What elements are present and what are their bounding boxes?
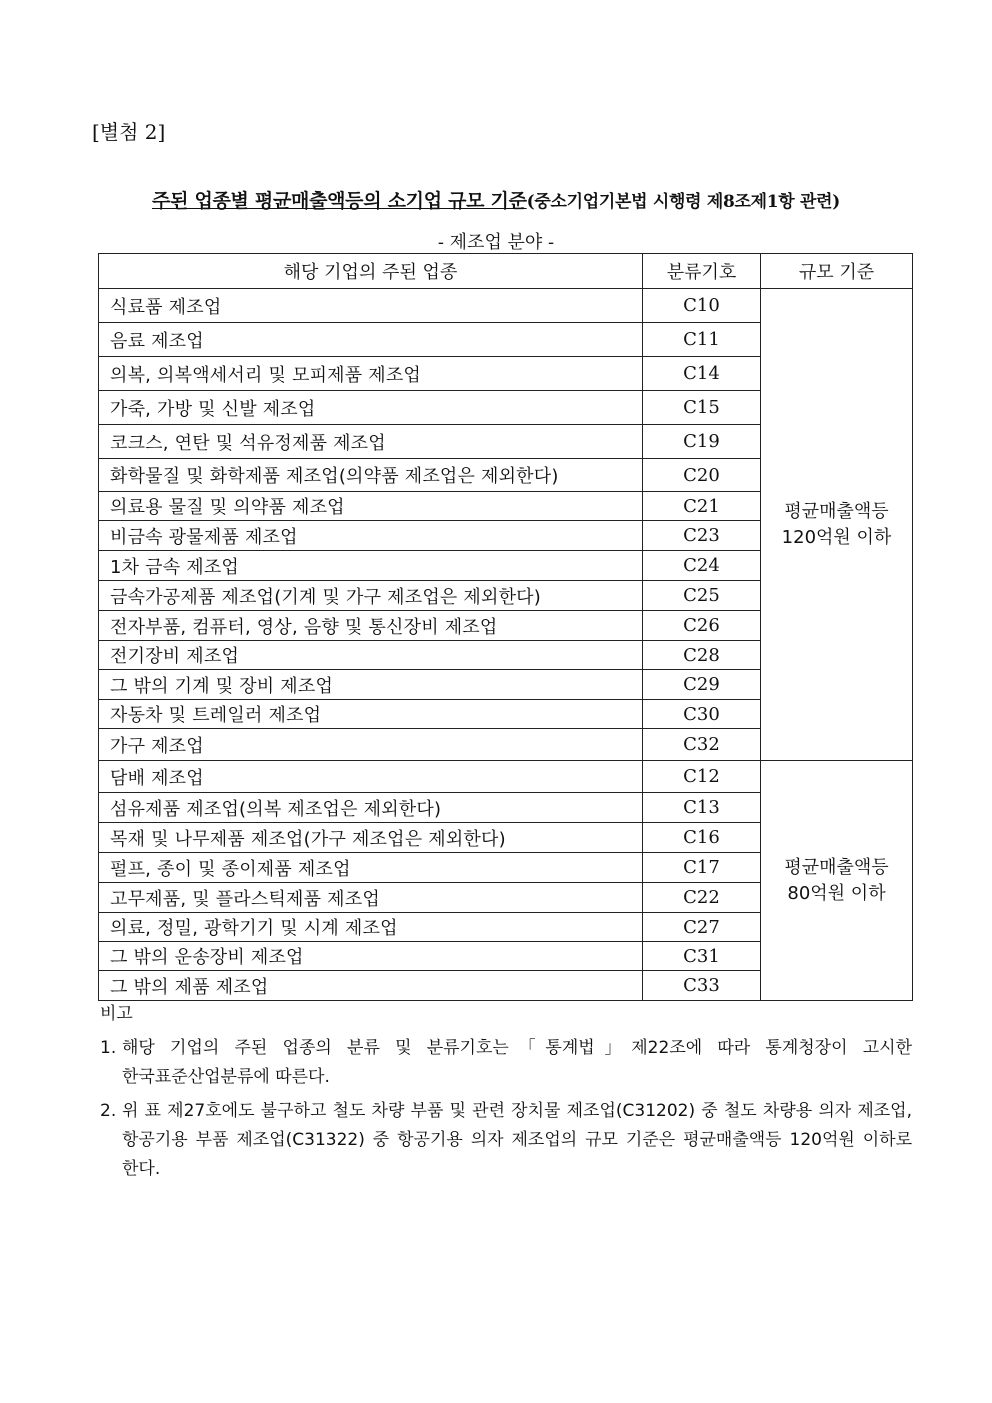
table-body <box>99 289 913 1001</box>
code-cell: C28 <box>643 641 761 670</box>
code-cell: C15 <box>643 391 761 425</box>
code-cell: C22 <box>643 883 761 913</box>
industry-cell: 전자부품, 컴퓨터, 영상, 음향 및 통신장비 제조업 <box>99 611 643 641</box>
industry-cell: 전기장비 제조업 <box>99 641 643 670</box>
code-cell: C19 <box>643 425 761 459</box>
criterion-cell <box>761 289 913 761</box>
industry-cell: 가구 제조업 <box>99 729 643 761</box>
industry-cell: 코크스, 연탄 및 석유정제품 제조업 <box>99 425 643 459</box>
code-cell: C30 <box>643 700 761 729</box>
title-sub: (중소기업기본법 시행령 제8조제1항 관련) <box>526 192 840 212</box>
code-cell: C12 <box>643 761 761 793</box>
criterion-cell <box>761 761 913 1001</box>
code-cell: C16 <box>643 823 761 853</box>
note-text: 위 표 제27호에도 불구하고 철도 차량 부품 및 관련 장치물 제조업(C31202) 중 철도 차량용 의자 제조업, 항공기용 부품 제조업(C31322) 중 항공기용 의자 제조업의 규모 기준은 평균매출액등 120억원 이하로 한다. <box>122 1101 912 1179</box>
table-row <box>99 289 913 323</box>
code-cell: C23 <box>643 521 761 551</box>
code-cell: C27 <box>643 913 761 942</box>
code-cell: C33 <box>643 971 761 1001</box>
notes-section <box>100 999 912 1189</box>
code-cell: C25 <box>643 581 761 611</box>
industry-cell: 의복, 의복액세서리 및 모피제품 제조업 <box>99 357 643 391</box>
code-cell: C32 <box>643 729 761 761</box>
code-cell: C24 <box>643 551 761 581</box>
industry-cell: 섬유제품 제조업(의복 제조업은 제외한다) <box>99 793 643 823</box>
note-item <box>100 1034 912 1092</box>
criterion-line2: 80억원 이하 <box>787 882 886 904</box>
attachment-label: [별첨 2] <box>92 120 166 144</box>
criterion-line1: 평균매출액등 <box>784 856 889 878</box>
code-cell: C21 <box>643 492 761 521</box>
code-cell: C17 <box>643 853 761 883</box>
size-criteria-table <box>98 253 913 1001</box>
section-subtitle: - 제조업 분야 - <box>437 232 555 253</box>
industry-cell: 담배 제조업 <box>99 761 643 793</box>
industry-cell: 그 밖의 제품 제조업 <box>99 971 643 1001</box>
note-number: 1. <box>100 1038 117 1058</box>
notes-heading: 비고 <box>100 1004 133 1024</box>
industry-cell: 비금속 광물제품 제조업 <box>99 521 643 551</box>
header-criterion: 규모 기준 <box>761 254 913 289</box>
code-cell: C14 <box>643 357 761 391</box>
industry-cell: 음료 제조업 <box>99 323 643 357</box>
table-header-row <box>99 254 913 289</box>
header-industry: 해당 기업의 주된 업종 <box>99 254 643 289</box>
industry-cell: 자동차 및 트레일러 제조업 <box>99 700 643 729</box>
code-cell: C29 <box>643 670 761 700</box>
code-cell: C20 <box>643 459 761 492</box>
code-cell: C31 <box>643 942 761 971</box>
code-cell: C13 <box>643 793 761 823</box>
industry-cell: 펄프, 종이 및 종이제품 제조업 <box>99 853 643 883</box>
industry-cell: 의료, 정밀, 광학기기 및 시계 제조업 <box>99 913 643 942</box>
note-text: 해당 기업의 주된 업종의 분류 및 분류기호는「통계법」제22조에 따라 통계청장이 고시한 한국표준산업분류에 따른다. <box>122 1038 912 1087</box>
note-number: 2. <box>100 1101 117 1121</box>
criterion-line2: 120억원 이하 <box>781 526 892 548</box>
industry-cell: 가죽, 가방 및 신발 제조업 <box>99 391 643 425</box>
title-main: 주된 업종별 평균매출액등의 소기업 규모 기준 <box>152 190 527 212</box>
code-cell: C11 <box>643 323 761 357</box>
industry-cell: 그 밖의 운송장비 제조업 <box>99 942 643 971</box>
industry-cell: 목재 및 나무제품 제조업(가구 제조업은 제외한다) <box>99 823 643 853</box>
header-code: 분류기호 <box>643 254 761 289</box>
industry-cell: 식료품 제조업 <box>99 289 643 323</box>
industry-cell: 금속가공제품 제조업(기계 및 가구 제조업은 제외한다) <box>99 581 643 611</box>
industry-cell: 그 밖의 기계 및 장비 제조업 <box>99 670 643 700</box>
industry-cell: 의료용 물질 및 의약품 제조업 <box>99 492 643 521</box>
table-row <box>99 761 913 793</box>
industry-cell: 1차 금속 제조업 <box>99 551 643 581</box>
note-item <box>100 1097 912 1184</box>
industry-cell: 화학물질 및 화학제품 제조업(의약품 제조업은 제외한다) <box>99 459 643 492</box>
document-title <box>0 186 992 213</box>
code-cell: C10 <box>643 289 761 323</box>
industry-cell: 고무제품, 및 플라스틱제품 제조업 <box>99 883 643 913</box>
code-cell: C26 <box>643 611 761 641</box>
criterion-line1: 평균매출액등 <box>784 500 889 522</box>
